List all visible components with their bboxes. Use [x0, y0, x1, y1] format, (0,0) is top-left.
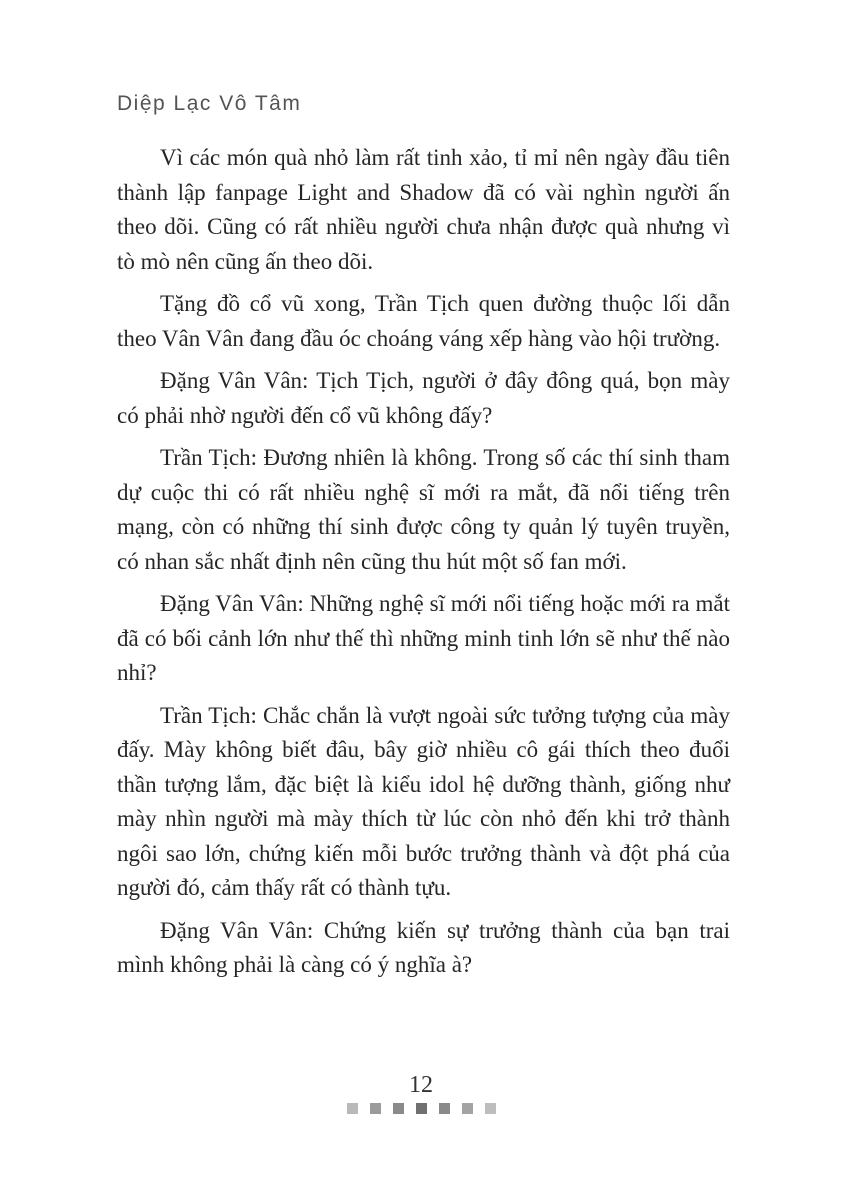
body-paragraph: Vì các món quà nhỏ làm rất tinh xảo, tỉ mỉ nên ngày đầu tiên thành lập fanpage Light and Shadow đã có vài nghìn người ấn theo dõi. Cũng có rất nhiều người chưa nhận được quà nhưng vì tò mò nên cũng ấn theo dõi. — [117, 145, 730, 274]
ornament-square — [416, 1103, 427, 1114]
running-header-author: Diệp Lạc Vô Tâm — [117, 92, 302, 115]
ornament-square — [485, 1103, 496, 1114]
body-text-block — [117, 141, 730, 991]
body-paragraph: Trần Tịch: Chắc chắn là vượt ngoài sức tưởng tượng của mày đấy. Mày không biết đâu, bây giờ nhiều cô gái thích theo đuổi thần tượng lắm, đặc biệt là kiểu idol hệ dưỡng thành, giống như mày nhìn người mà mày thích từ lúc còn nhỏ đến khi trở thành ngôi sao lớn, chứng kiến mỗi bước trưởng thành và đột phá của người đó, cảm thấy rất có thành tựu. — [117, 702, 730, 900]
page-footer — [0, 1072, 842, 1114]
ornament-square — [393, 1103, 404, 1114]
body-paragraph: Đặng Vân Vân: Những nghệ sĩ mới nổi tiếng hoặc mới ra mắt đã có bối cảnh lớn như thế thì những minh tinh lớn sẽ như thế nào nhỉ? — [117, 591, 730, 685]
body-paragraph: Đặng Vân Vân: Tịch Tịch, người ở đây đông quá, bọn mày có phải nhờ người đến cổ vũ không đấy? — [117, 368, 730, 428]
body-paragraph: Đặng Vân Vân: Chứng kiến sự trưởng thành của bạn trai mình không phải là càng có ý nghĩa à? — [117, 917, 730, 977]
ornament-square — [347, 1103, 358, 1114]
page-number-ornament — [0, 1103, 842, 1114]
body-paragraph: Tặng đồ cổ vũ xong, Trần Tịch quen đường thuộc lối dẫn theo Vân Vân đang đầu óc choáng váng xếp hàng vào hội trường. — [117, 291, 730, 351]
ornament-square — [439, 1103, 450, 1114]
page-number: 12 — [409, 1072, 433, 1098]
body-paragraph: Trần Tịch: Đương nhiên là không. Trong số các thí sinh tham dự cuộc thi có rất nhiều nghệ sĩ mới ra mắt, đã nổi tiếng trên mạng, còn có những thí sinh được công ty quản lý tuyên truyền, có nhan sắc nhất định nên cũng thu hút một số fan mới. — [117, 445, 730, 574]
ornament-square — [370, 1103, 381, 1114]
ornament-square — [462, 1103, 473, 1114]
